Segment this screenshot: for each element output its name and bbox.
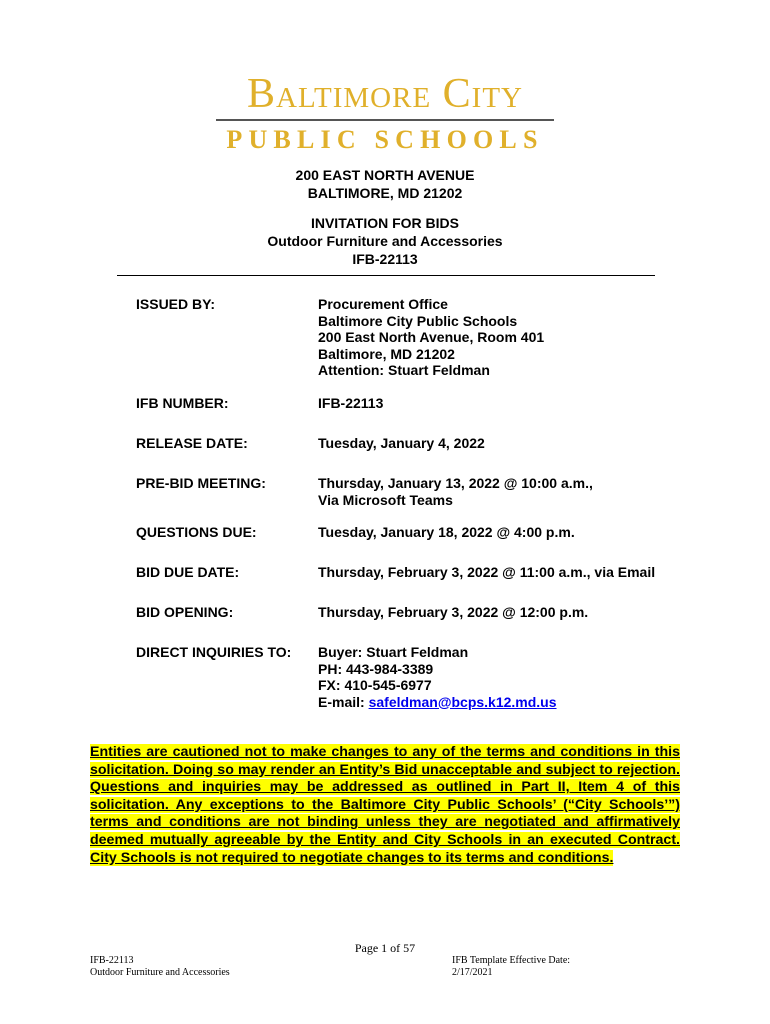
email-link[interactable]: safeldman@bcps.k12.md.us: [368, 693, 557, 710]
issued-by-line: Baltimore, MD 21202: [318, 345, 455, 362]
logo-line-public-schools: PUBLIC SCHOOLS: [226, 125, 544, 154]
issued-by-line: Procurement Office: [318, 296, 448, 312]
email-prefix: E-mail:: [318, 693, 369, 710]
issued-by-value: [318, 296, 698, 379]
issued-by-line: 200 East North Avenue, Room 401: [318, 329, 545, 345]
pre-bid-value: [318, 475, 698, 508]
pre-bid-label: PRE-BID MEETING:: [136, 475, 266, 491]
buyer-fax: FX: 410-545-6977: [318, 677, 432, 693]
bcps-logo: [0, 72, 770, 155]
footer-left-line-1: IFB-22113: [90, 955, 134, 966]
bid-due-value: Thursday, February 3, 2022 @ 11:00 a.m., via Email: [318, 564, 656, 580]
caution-notice-text: Entities are cautioned not to make changes to any of the terms and conditions in this solicitation. Doing so may render an Entity’s Bid unacceptable and subject to rejection. Questions and inquiries may be addressed as outlined in Part II, Item 4 of this solicitation. Any exceptions to the Baltimore City Public Schools’ (“City Schools’”) terms and conditions are not binding unless they are negotiated and affirmatively deemed mutually agreeable by the Entity and City Schools in an executed Contract. City Schools is not required to negotiate changes to its terms and conditions.: [90, 744, 680, 866]
title-separator: [117, 275, 655, 276]
issued-by-label: ISSUED BY:: [136, 296, 216, 312]
release-date-value: Tuesday, January 4, 2022: [318, 435, 485, 451]
logo-line-baltimore-city: Baltimore City: [247, 71, 523, 117]
questions-due-label: QUESTIONS DUE:: [136, 524, 257, 540]
footer-left: [90, 955, 230, 979]
release-date-label: RELEASE DATE:: [136, 435, 248, 451]
ifb-number-label: IFB NUMBER:: [136, 395, 229, 411]
footer-right: [452, 955, 570, 979]
footer-left-line-2: Outdoor Furniture and Accessories: [90, 967, 230, 978]
buyer-name: Buyer: Stuart Feldman: [318, 644, 469, 660]
issued-by-line: Attention: Stuart Feldman: [318, 362, 490, 378]
address-block: [0, 166, 770, 202]
footer-right-line-1: IFB Template Effective Date:: [452, 955, 571, 966]
caution-notice: [90, 744, 680, 867]
pre-bid-line-2: Via Microsoft Teams: [318, 491, 453, 508]
pre-bid-line-1: Thursday, January 13, 2022 @ 10:00 a.m.,: [318, 475, 593, 491]
ifb-number-value: IFB-22113: [318, 395, 384, 411]
title-line-1: INVITATION FOR BIDS: [310, 215, 460, 231]
bid-opening-value: Thursday, February 3, 2022 @ 12:00 p.m.: [318, 604, 589, 620]
issued-by-line: Baltimore City Public Schools: [318, 312, 518, 329]
address-line-1: 200 EAST NORTH AVENUE: [295, 167, 475, 183]
bid-due-label: BID DUE DATE:: [136, 564, 240, 580]
title-line-3: IFB-22113: [352, 251, 418, 267]
title-line-2: Outdoor Furniture and Accessories: [267, 233, 503, 249]
inquiries-label: DIRECT INQUIRIES TO:: [136, 644, 292, 660]
document-title: [0, 214, 770, 268]
footer-right-line-2: 2/17/2021: [452, 967, 493, 978]
inquiries-value: [318, 644, 698, 710]
questions-due-value: Tuesday, January 18, 2022 @ 4:00 p.m.: [318, 524, 575, 540]
bid-opening-label: BID OPENING:: [136, 604, 234, 620]
address-line-2: BALTIMORE, MD 21202: [307, 185, 463, 201]
logo-divider: [216, 119, 554, 121]
buyer-phone: PH: 443-984-3389: [318, 660, 434, 677]
page-number: Page 1 of 57: [354, 941, 416, 955]
buyer-email-line: [318, 694, 698, 711]
